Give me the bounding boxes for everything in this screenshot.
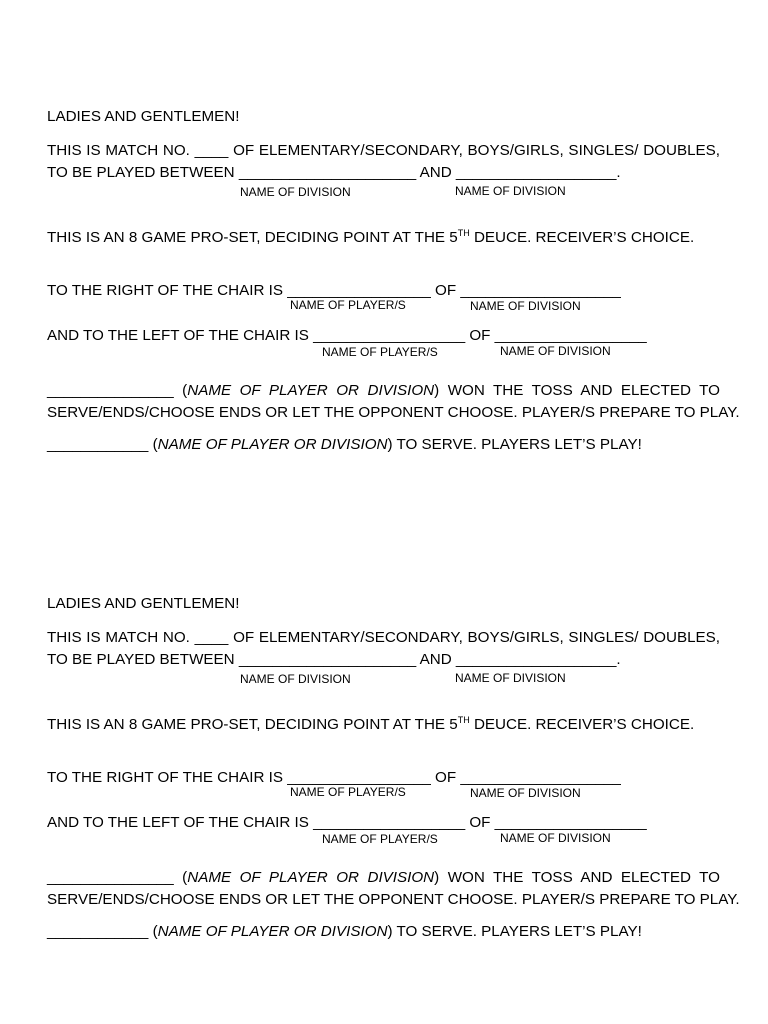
match-line-1: THIS IS MATCH NO. ____ OF ELEMENTARY/SECONDARY, BOYS/GIRLS, SINGLES/ DOUBLES,	[47, 629, 720, 646]
serve-italic: NAME OF PLAYER OR DIVISION	[157, 923, 388, 940]
between-label-1: NAME OF DIVISION	[240, 672, 351, 686]
serve-rest: ) TO SERVE. PLAYERS LET’S PLAY!	[387, 436, 642, 453]
between-label-2: NAME OF DIVISION	[455, 671, 566, 685]
toss-line-2: SERVE/ENDS/CHOOSE ENDS OR LET THE OPPONENT CHOOSE. PLAYER/S PREPARE TO PLAY.	[47, 891, 740, 908]
right-chair-line: TO THE RIGHT OF THE CHAIR IS _________________ OF ___________________	[47, 769, 621, 786]
match-line-2: TO BE PLAYED BETWEEN _____________________ AND ___________________.	[47, 651, 621, 668]
toss-rest: ) WON THE TOSS AND ELECTED TO	[434, 869, 720, 886]
proset-text-end: DEUCE. RECEIVER’S CHOICE.	[469, 229, 695, 246]
toss-line-1	[47, 869, 720, 887]
serve-italic: NAME OF PLAYER OR DIVISION	[157, 436, 388, 453]
left-chair-line: AND TO THE LEFT OF THE CHAIR IS __________________ OF __________________	[47, 814, 647, 831]
proset-superscript: TH	[457, 228, 470, 238]
toss-blank: _______________ (	[47, 382, 188, 399]
proset-superscript: TH	[457, 715, 470, 725]
proset-line	[47, 229, 694, 247]
toss-blank: _______________ (	[47, 869, 188, 886]
greeting: LADIES AND GENTLEMEN!	[47, 595, 240, 612]
toss-italic: NAME OF PLAYER OR DIVISION	[187, 382, 435, 399]
left-division-label: NAME OF DIVISION	[500, 344, 611, 358]
serve-line	[47, 923, 642, 941]
toss-line-2: SERVE/ENDS/CHOOSE ENDS OR LET THE OPPONENT CHOOSE. PLAYER/S PREPARE TO PLAY.	[47, 404, 740, 421]
left-player-label: NAME OF PLAYER/S	[322, 832, 438, 846]
left-chair-line: AND TO THE LEFT OF THE CHAIR IS __________________ OF __________________	[47, 327, 647, 344]
serve-blank: ____________ (	[47, 923, 158, 940]
match-line-1: THIS IS MATCH NO. ____ OF ELEMENTARY/SECONDARY, BOYS/GIRLS, SINGLES/ DOUBLES,	[47, 142, 720, 159]
toss-line-1	[47, 382, 720, 400]
right-division-label: NAME OF DIVISION	[470, 786, 581, 800]
right-player-label: NAME OF PLAYER/S	[290, 785, 406, 799]
greeting: LADIES AND GENTLEMEN!	[47, 108, 240, 125]
between-label-1: NAME OF DIVISION	[240, 185, 351, 199]
proset-text: THIS IS AN 8 GAME PRO-SET, DECIDING POINT AT THE 5	[47, 716, 458, 733]
between-label-2: NAME OF DIVISION	[455, 184, 566, 198]
right-chair-line: TO THE RIGHT OF THE CHAIR IS _________________ OF ___________________	[47, 282, 621, 299]
serve-line	[47, 436, 642, 454]
right-player-label: NAME OF PLAYER/S	[290, 298, 406, 312]
proset-text-end: DEUCE. RECEIVER’S CHOICE.	[469, 716, 695, 733]
proset-line	[47, 716, 694, 734]
serve-rest: ) TO SERVE. PLAYERS LET’S PLAY!	[387, 923, 642, 940]
proset-text: THIS IS AN 8 GAME PRO-SET, DECIDING POINT AT THE 5	[47, 229, 458, 246]
left-division-label: NAME OF DIVISION	[500, 831, 611, 845]
serve-blank: ____________ (	[47, 436, 158, 453]
right-division-label: NAME OF DIVISION	[470, 299, 581, 313]
toss-italic: NAME OF PLAYER OR DIVISION	[187, 869, 435, 886]
toss-rest: ) WON THE TOSS AND ELECTED TO	[434, 382, 720, 399]
match-line-2: TO BE PLAYED BETWEEN _____________________ AND ___________________.	[47, 164, 621, 181]
left-player-label: NAME OF PLAYER/S	[322, 345, 438, 359]
